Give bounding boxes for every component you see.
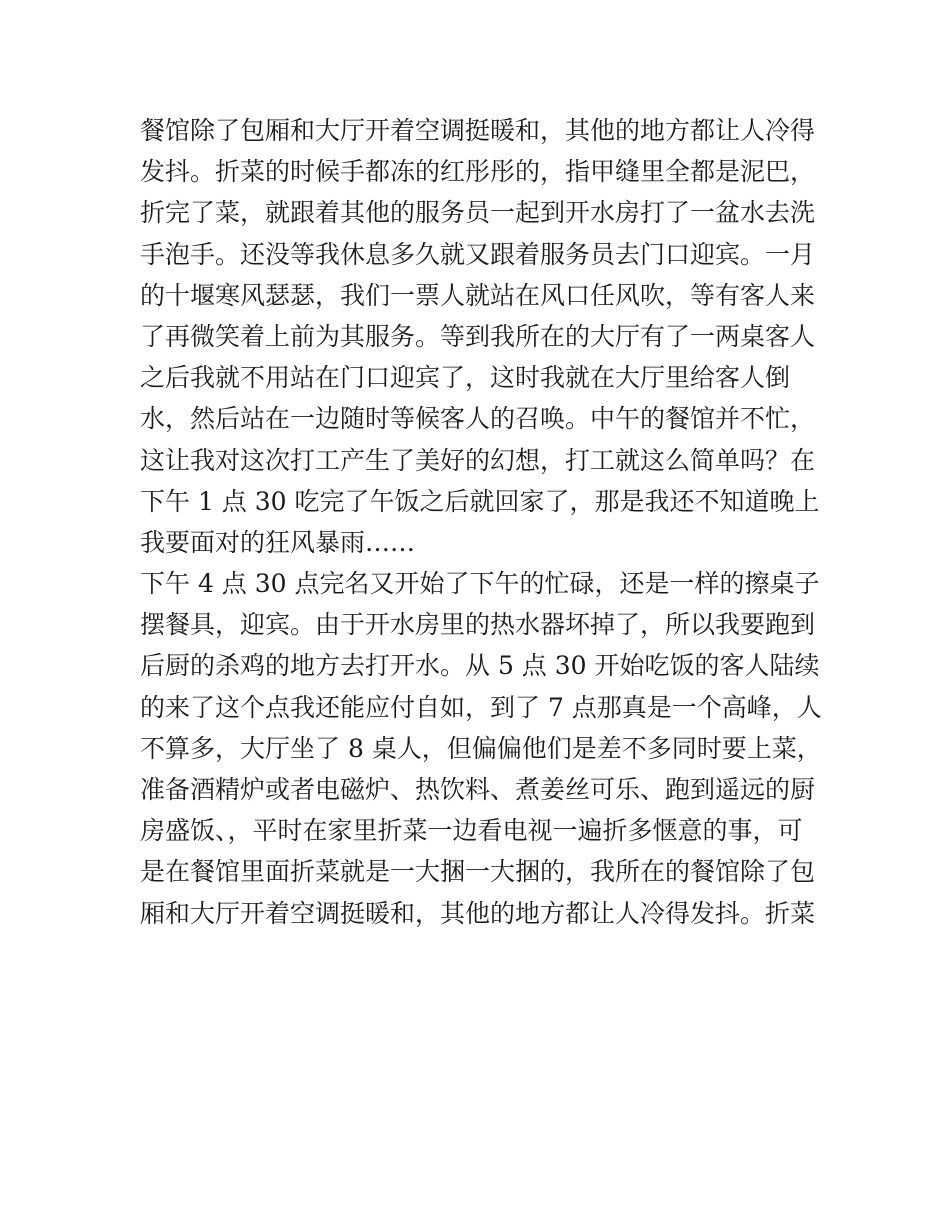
text-line: 之后我就不用站在门口迎宾了，这时我就在大厅里给客人倒 [140,363,791,393]
body-text [140,110,820,934]
text-line: 我要面对的狂风暴雨…… [140,527,416,557]
text-line: 这让我对这次打工产生了美好的幻想，打工就这么简单吗？在 [140,445,816,475]
text-line: 后厨的杀鸡的地方去打开水。从 5 点 30 开始吃饭的客人陆续 [140,651,820,681]
text-line: 了再微笑着上前为其服务。等到我所在的大厅有了一两桌客人 [140,321,816,351]
text-line: 摆餐具，迎宾。由于开水房里的热水器坏掉了，所以我要跑到 [140,610,816,640]
text-line: 下午 4 点 30 点完名又开始了下午的忙碌，还是一样的擦桌子 [140,569,820,599]
text-line: 是在餐馆里面折菜就是一大捆一大捆的，我所在的餐馆除了包 [140,857,816,887]
text-line: 不算多，大厅坐了 8 桌人，但偏偏他们是差不多同时要上菜， [140,733,822,763]
text-line: 手泡手。还没等我休息多久就又跟着服务员去门口迎宾。一月 [140,239,816,269]
text-line: 发抖。折菜的时候手都冻的红彤彤的，指甲缝里全都是泥巴， [140,157,816,187]
text-line: 的十堰寒风瑟瑟，我们一票人就站在风口任风吹，等有客人来 [140,280,816,310]
text-line: 的来了这个点我还能应付自如，到了 7 点那真是一个高峰，人 [140,692,822,722]
text-line: 准备酒精炉或者电磁炉、热饮料、煮姜丝可乐、跑到遥远的厨 [140,775,816,804]
text-line: 折完了菜，就跟着其他的服务员一起到开水房打了一盆水去洗 [140,198,816,228]
text-line: 厢和大厅开着空调挺暖和，其他的地方都让人冷得发抖。折菜 [140,898,816,928]
text-line: 水，然后站在一边随时等候客人的召唤。中午的餐馆并不忙， [140,404,816,434]
text-line: 房盛饭、，平时在家里折菜一边看电视一遍折多惬意的事，可 [140,816,803,846]
text-line: 餐馆除了包厢和大厅开着空调挺暖和，其他的地方都让人冷得 [140,116,816,145]
text-line: 下午 1 点 30 吃完了午饭之后就回家了，那是我还不知道晚上 [140,486,820,516]
